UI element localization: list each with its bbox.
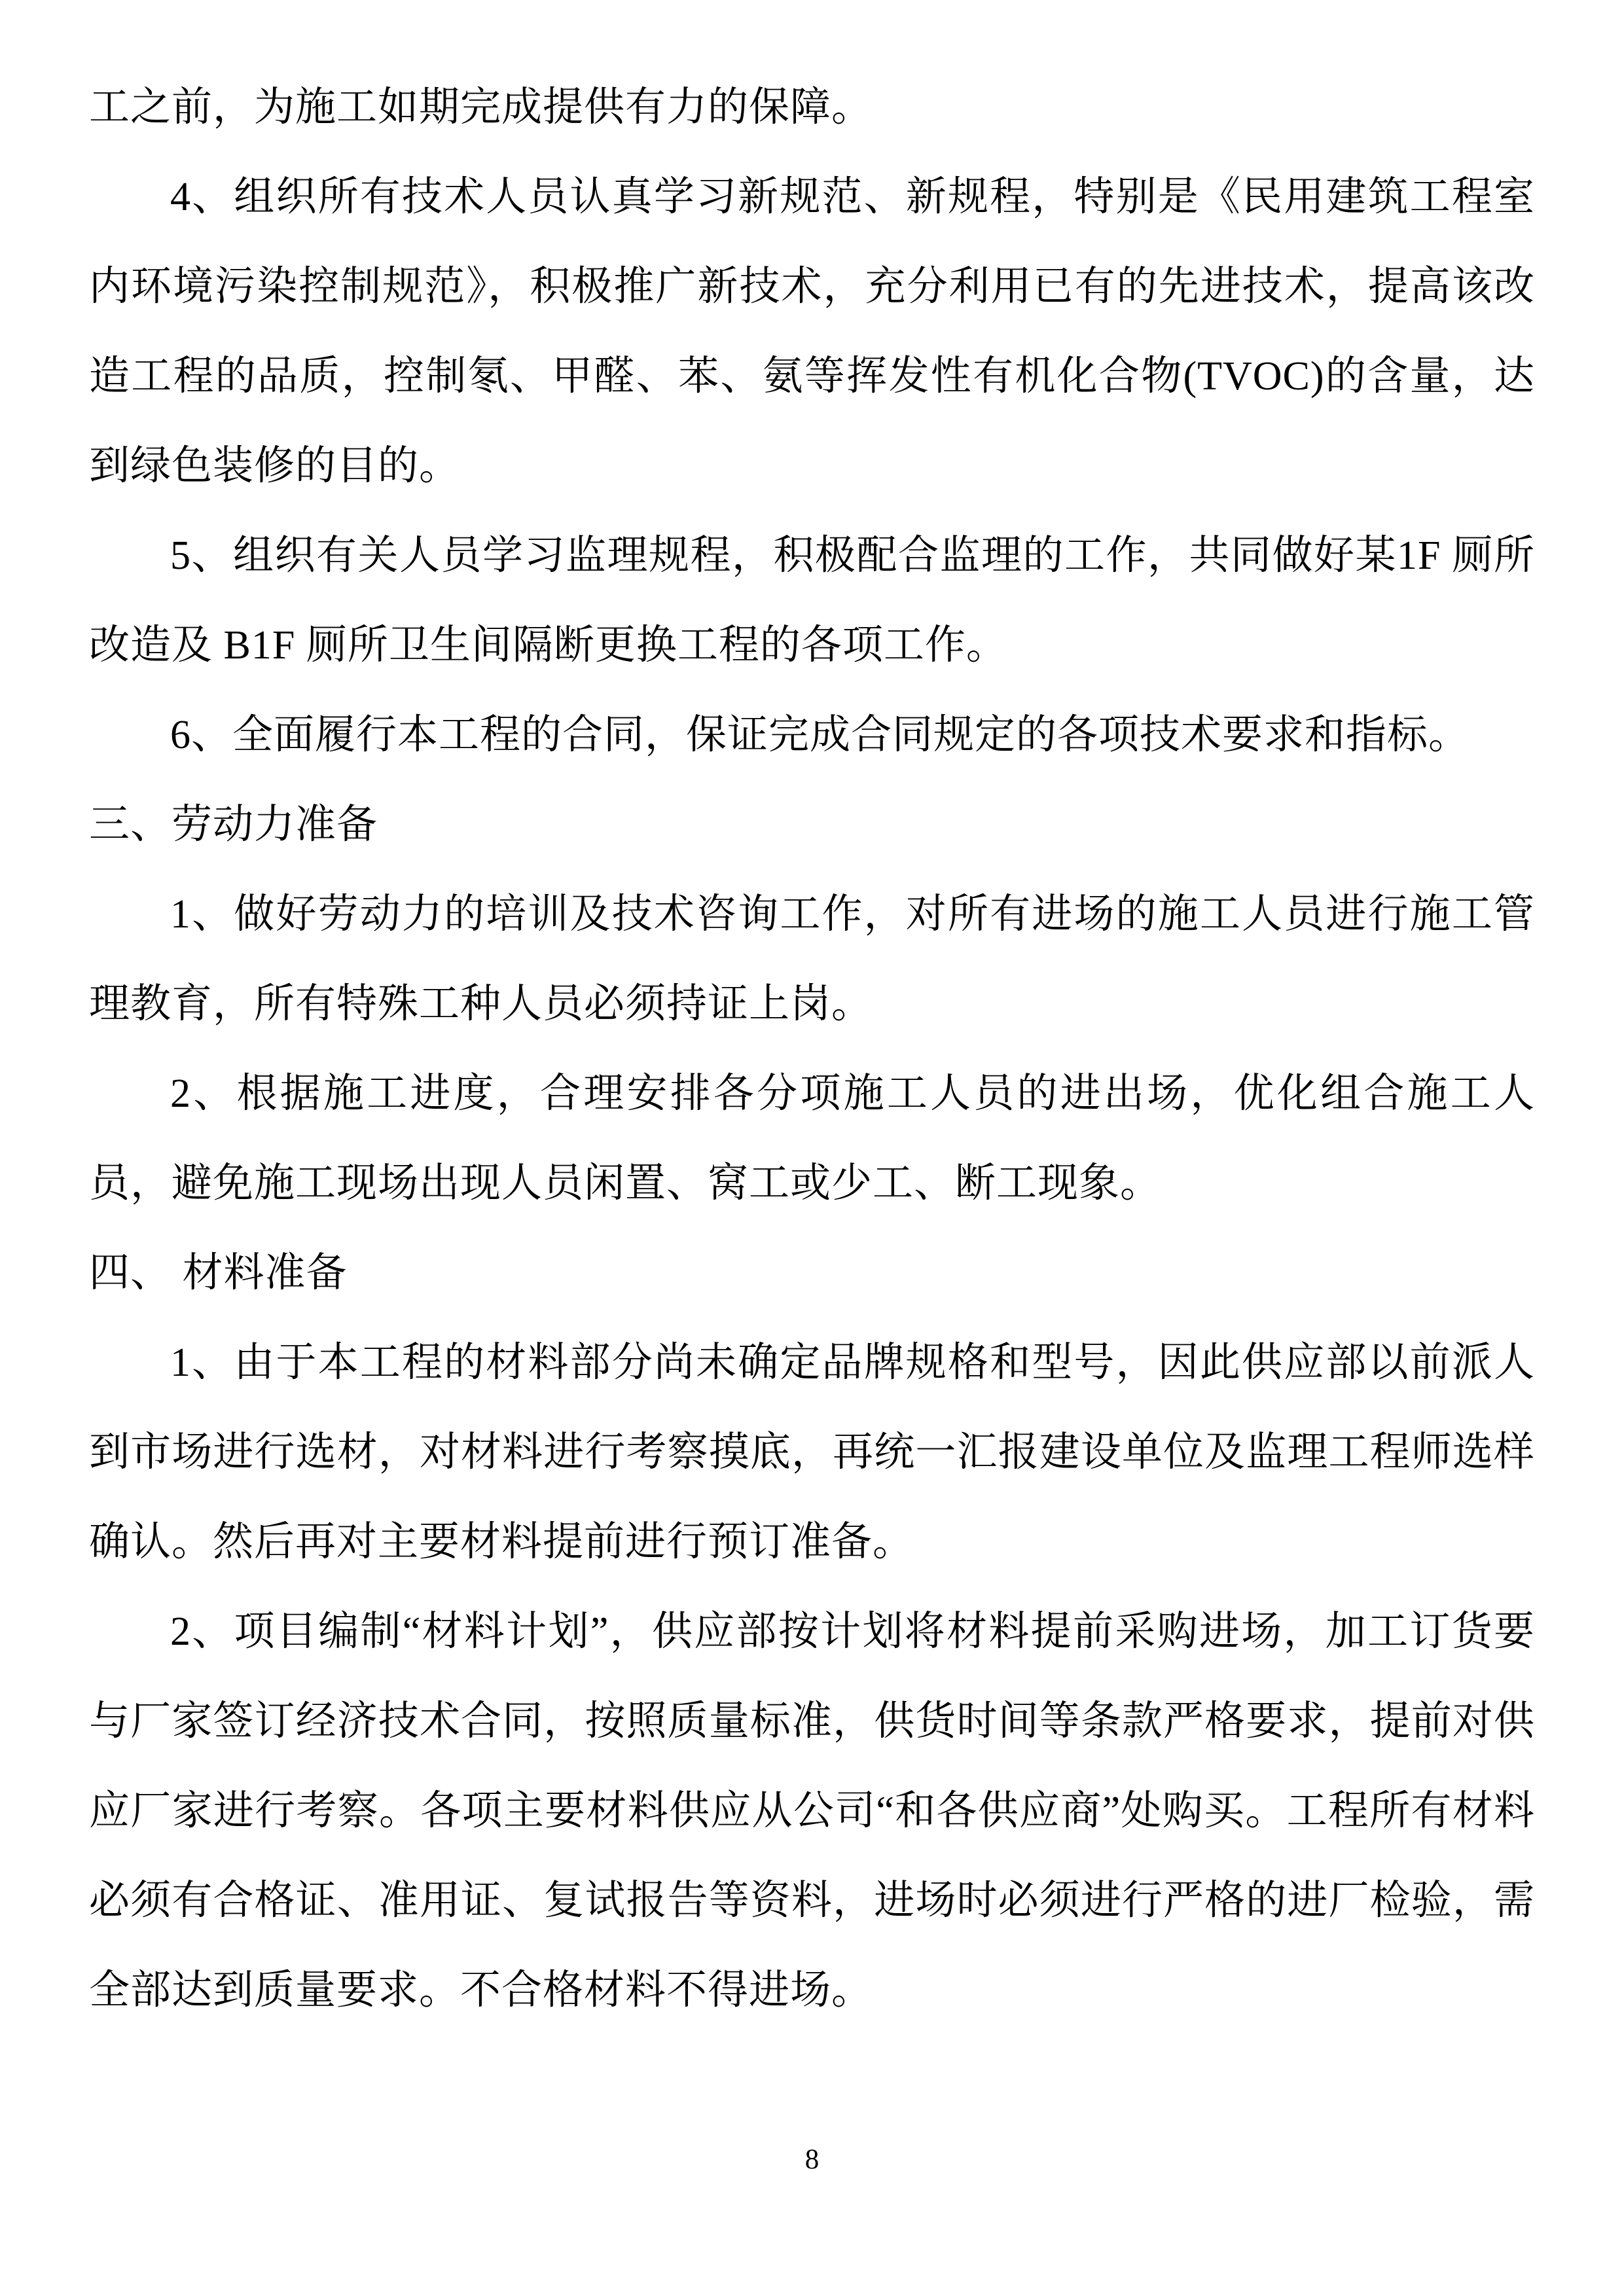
- paragraph-labor-2: 2、根据施工进度，合理安排各分项施工人员的进出场，优化组合施工人员，避免施工现场出现人员闲置、窝工或少工、断工现象。: [89, 1071, 1535, 1206]
- paragraph-continuation: 工之前，为施工如期完成提供有力的保障。: [89, 85, 873, 130]
- page-number: 8: [804, 2144, 820, 2175]
- paragraph-material-2: 2、项目编制“材料计划”，供应部按计划将材料提前采购进场，加工订货要与厂家签订经济技术合同，按照质量标准，供货时间等条款严格要求，提前对供应厂家进行考察。各项主要材料供应从公司“和各供应商”处购买。工程所有材料必须有合格证、准用证、复试报告等资料，进场时必须进行严格的进厂检验，需全部达到质量要求。不合格材料不得进场。: [89, 1609, 1535, 2013]
- paragraph-item-4: 4、组织所有技术人员认真学习新规范、新规程，特别是《民用建筑工程室内环境污染控制规范》，积极推广新技术，充分利用已有的先进技术，提高该改造工程的品质，控制氡、甲醛、苯、氨等挥发性有机化合物(TVOC)的含量，达到绿色装修的目的。: [89, 175, 1535, 488]
- document-body: [89, 63, 1535, 2036]
- paragraph-item-6: 6、全面履行本工程的合同，保证完成合同规定的各项技术要求和指标。: [170, 713, 1470, 757]
- section-heading-labor-prep: 三、劳动力准备: [89, 802, 378, 847]
- section-heading-material-prep: 四、 材料准备: [89, 1251, 348, 1295]
- paragraph-material-1: 1、由于本工程的材料部分尚未确定品牌规格和型号，因此供应部以前派人到市场进行选材，对材料进行考察摸底，再统一汇报建设单位及监理工程师选样确认。然后再对主要材料提前进行预订准备。: [89, 1340, 1535, 1564]
- paragraph-labor-1: 1、做好劳动力的培训及技术咨询工作，对所有进场的施工人员进行施工管理教育，所有特殊工种人员必须持证上岗。: [89, 892, 1535, 1026]
- paragraph-item-5: 5、组织有关人员学习监理规程，积极配合监理的工作，共同做好某1F 厕所改造及 B1F 厕所卫生间隔断更换工程的各项工作。: [89, 533, 1535, 668]
